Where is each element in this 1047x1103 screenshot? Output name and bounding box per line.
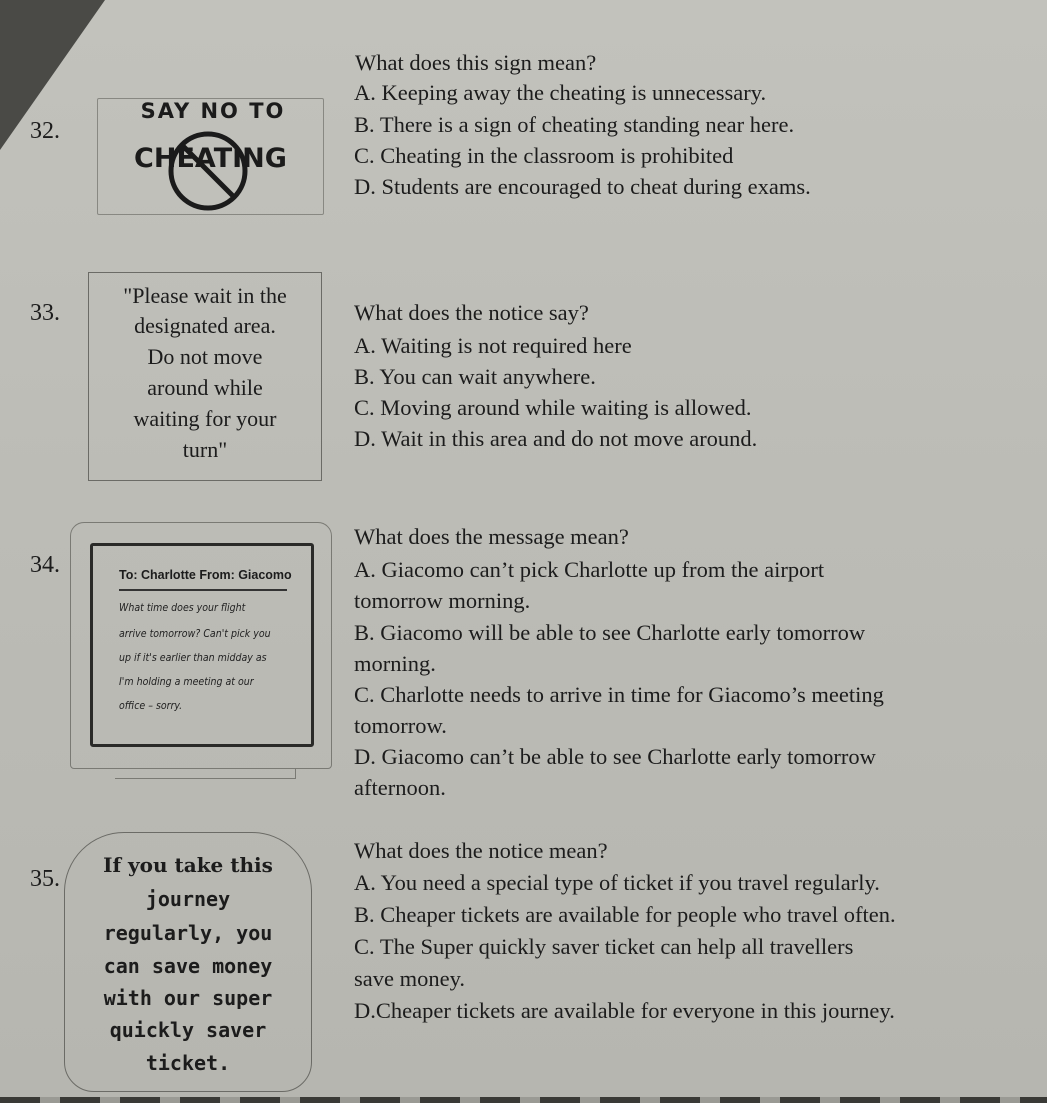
question-32-option-c: C. Cheating in the classroom is prohibited <box>354 143 734 168</box>
message-line: up if it's earlier than midday as <box>119 652 267 664</box>
notice-line: journey <box>145 887 231 911</box>
notice-line: waiting for your <box>133 406 277 431</box>
question-35-prompt: What does the notice mean? <box>354 838 608 863</box>
question-number-34: 34. <box>30 552 60 578</box>
question-34-option-d: D. Giacomo can’t be able to see Charlotte early tomorrow <box>354 744 876 769</box>
question-32-option-a: A. Keeping away the cheating is unnecessary. <box>354 80 767 105</box>
question-33-option-c: C. Moving around while waiting is allowed. <box>354 395 752 420</box>
notice-line: regularly, you <box>103 921 273 945</box>
notice-title: If you take this <box>103 853 273 877</box>
notice-line: around while <box>147 375 263 400</box>
question-35-option-b: B. Cheaper tickets are available for people who travel often. <box>354 902 896 927</box>
notice-line: turn" <box>182 437 228 462</box>
message-divider <box>119 589 287 591</box>
question-35-option-a: A. You need a special type of ticket if you travel regularly. <box>354 870 880 895</box>
question-number-33: 33. <box>30 300 60 326</box>
notice-line: can save money <box>103 954 273 978</box>
question-34-option-d-cont: afternoon. <box>354 775 446 800</box>
question-34-option-c: C. Charlotte needs to arrive in time for Giacomo’s meeting <box>354 682 884 707</box>
notice-line: "Please wait in the <box>123 283 287 308</box>
page-bottom-edge <box>0 1097 1047 1103</box>
sign-bottom-text: CHEATING <box>134 143 287 174</box>
sign-top-text: SAY NO TO <box>140 99 286 123</box>
question-number-35: 35. <box>30 866 60 892</box>
question-34-option-a: A. Giacomo can’t pick Charlotte up from the airport <box>354 557 825 582</box>
notice-line: quickly saver <box>109 1018 267 1042</box>
message-header: To: Charlotte From: Giacomo <box>119 568 292 582</box>
message-line: I'm holding a meeting at our <box>119 676 254 688</box>
question-number-32: 32. <box>30 118 60 144</box>
say-no-to-cheating-sign <box>97 98 324 215</box>
message-line: What time does your flight <box>119 602 246 614</box>
question-35-option-c-cont: save money. <box>354 966 466 991</box>
question-34-option-b: B. Giacomo will be able to see Charlotte early tomorrow <box>354 620 866 645</box>
text-message-screen <box>90 543 314 747</box>
notice-line: ticket. <box>145 1051 231 1075</box>
question-35-option-d: D.Cheaper tickets are available for everyone in this journey. <box>354 998 895 1023</box>
question-33-option-b: B. You can wait anywhere. <box>354 364 596 389</box>
question-33-prompt: What does the notice say? <box>354 300 589 325</box>
phone-stand <box>115 768 296 779</box>
wait-notice <box>88 272 322 481</box>
question-34-option-c-cont: tomorrow. <box>354 713 447 738</box>
message-line: arrive tomorrow? Can't pick you <box>119 628 271 640</box>
question-32-option-b: B. There is a sign of cheating standing near here. <box>354 112 795 137</box>
question-34-prompt: What does the message mean? <box>354 524 629 549</box>
question-32-prompt: What does this sign mean? <box>355 50 597 75</box>
question-34-option-b-cont: morning. <box>354 651 436 676</box>
notice-line: Do not move <box>147 344 263 369</box>
saver-ticket-notice <box>64 832 312 1092</box>
message-line: office – sorry. <box>119 700 183 712</box>
question-35-option-c: C. The Super quickly saver ticket can help all travellers <box>354 934 854 959</box>
question-32-option-d: D. Students are encouraged to cheat during exams. <box>354 174 811 199</box>
question-33-option-a: A. Waiting is not required here <box>354 333 632 358</box>
question-33-option-d: D. Wait in this area and do not move around. <box>354 426 758 451</box>
notice-line: designated area. <box>134 313 276 338</box>
notice-line: with our super <box>103 986 273 1010</box>
question-34-option-a-cont: tomorrow morning. <box>354 588 531 613</box>
